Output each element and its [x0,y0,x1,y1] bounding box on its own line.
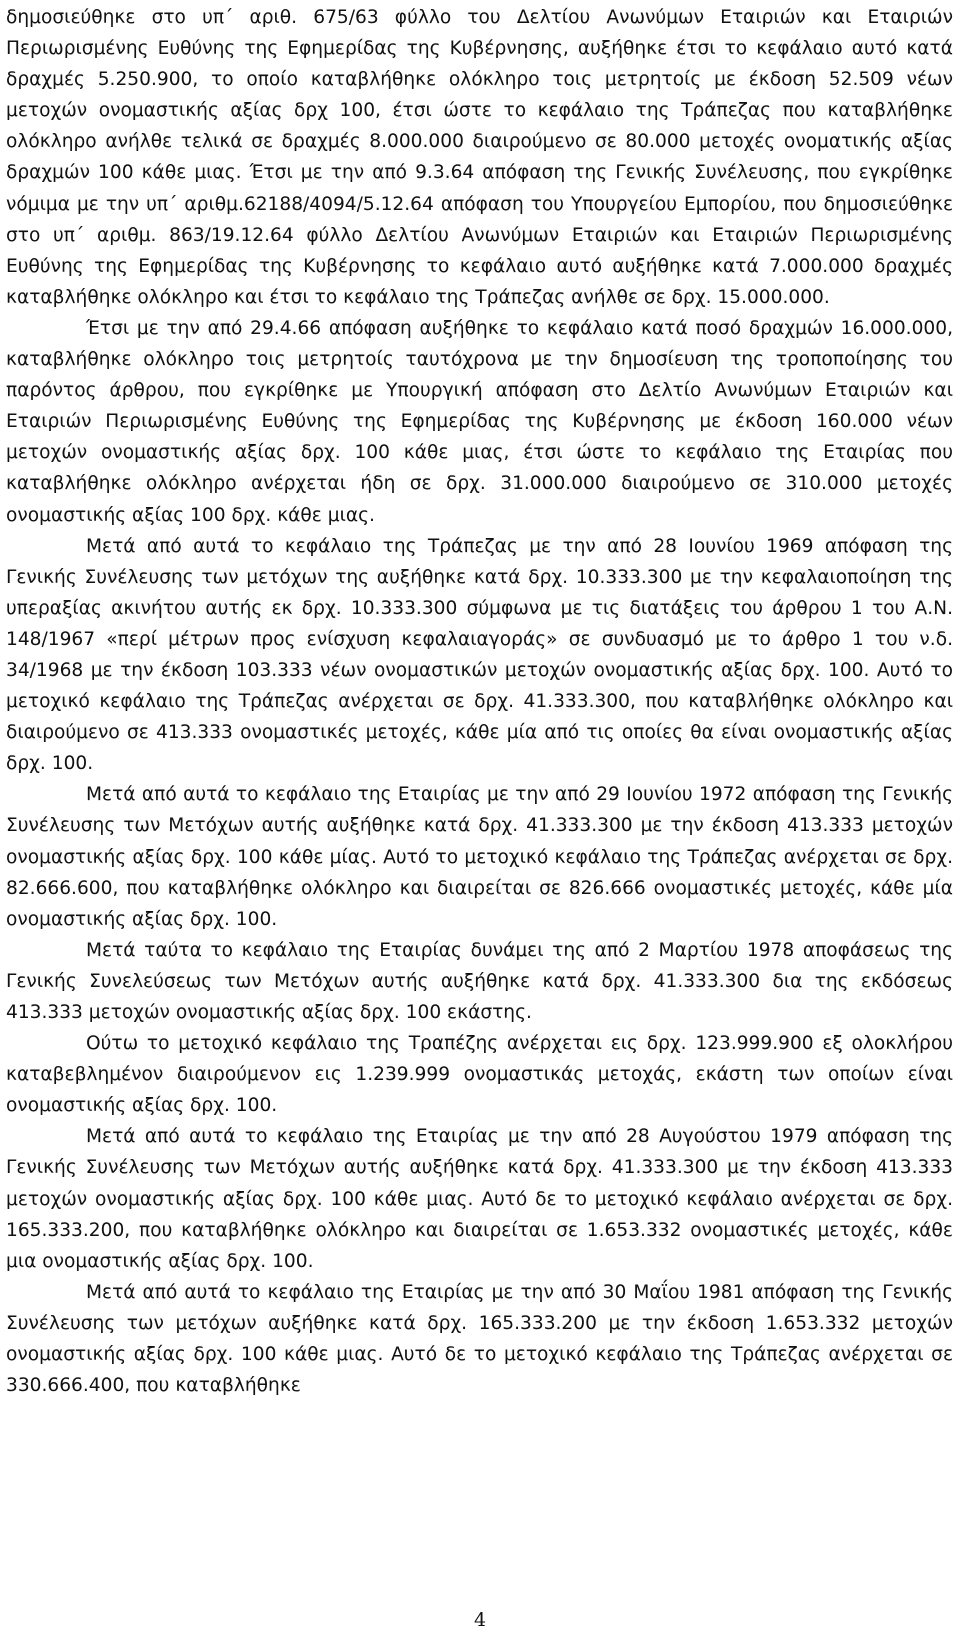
paragraph: Μετά από αυτά το κεφάλαιο της Εταιρίας με την από 29 Ιουνίου 1972 απόφαση της Γενικής Συνέλευσης των Μετόχων αυτής αυξήθηκε κατά δρχ. 41.333.300 με την έκδοση 413.333 μετοχών ονομαστικής αξίας δρχ. 100 κάθε μίας. Αυτό το μετοχικό κεφάλαιο της Τράπεζας ανέρχεται σε δρχ. 82.666.600, που καταβλήθηκε ολόκληρο και διαιρείται σε 826.666 ονομαστικές μετοχές, κάθε μία ονομαστικής αξίας δρχ. 100. [6,784,953,930]
paragraph: Έτσι με την από 29.4.66 απόφαση αυξήθηκε το κεφάλαιο κατά ποσό δραχμών 16.000.000, καταβλήθηκε ολόκληρο τοις μετρητοίς ταυτόχρονα με την δημοσίευση της τροποποίησης του παρόντος άρθρου, που εγκρίθηκε με Υπουργική απόφαση στο Δελτίο Ανωνύμων Εταιριών και Εταιριών Περιωρισμένης Ευθύνης της Εφημερίδας της Κυβέρνησης με έκδοση 160.000 νέων μετοχών ονομαστικής αξίας δρχ. 100 κάθε μιας, έτσι ώστε το κεφάλαιο της Εταιρίας που καταβλήθηκε ολόκληρο ανέρχεται ήδη σε δρχ. 31.000.000 διαιρούμενο σε 310.000 μετοχές ονομαστικής αξίας 100 δρχ. κάθε μιας. [6,317,953,526]
page-number: 4 [473,1609,487,1631]
paragraph: Μετά από αυτά το κεφάλαιο της Τράπεζας με την από 28 Ιουνίου 1969 απόφαση της Γενικής Συνέλευσης των μετόχων της αυξήθηκε κατά δρχ. 10.333.300 με την κεφαλαιοποίηση της υπεραξίας ακινήτου αυτής εκ δρχ. 10.333.300 σύμφωνα με τις διατάξεις του άρθρου 1 του Α.Ν. 148/1967 «περί μέτρων προς ενίσχυση κεφαλαιαγοράς» σε συνδυασμό με το άρθρο 1 του ν.δ. 34/1968 με την έκδοση 103.333 νέων ονομαστικών μετοχών ονομαστικής αξίας δρχ. 100. Αυτό το μετοχικό κεφάλαιο της Τράπεζας ανέρχεται σε δρχ. 41.333.300, που καταβλήθηκε ολόκληρο και διαιρούμενο σε 413.333 ονομαστικές μετοχές, κάθε μία από τις οποίες θα είναι ονομαστικής αξίας δρχ. 100. [6,535,953,775]
paragraph: Ούτω το μετοχικό κεφάλαιο της Τραπέζης ανέρχεται εις δρχ. 123.999.900 εξ ολοκλήρου καταβεβλημένον διαιρούμενον εις 1.239.999 ονομαστικάς μετοχάς, εκάστη των οποίων είναι ονομαστικής αξίας δρχ. 100. [6,1033,953,1117]
paragraph: Μετά ταύτα το κεφάλαιο της Εταιρίας δυνάμει της από 2 Μαρτίου 1978 αποφάσεως της Γενικής Συνελεύσεως των Μετόχων αυτής αυξήθηκε κατά δρχ. 41.333.300 δια της εκδόσεως 413.333 μετοχών ονομαστικής αξίας δρχ. 100 εκάστης. [6,939,953,1023]
paragraph: Μετά από αυτά το κεφάλαιο της Εταιρίας με την από 30 Μαΐου 1981 απόφαση της Γενικής Συνέλευσης των μετόχων αυξήθηκε κατά δρχ. 165.333.200 με την έκδοση 1.653.332 μετοχών ονομαστικής αξίας δρχ. 100 κάθε μιας. Αυτό δε το μετοχικό κεφάλαιο της Τράπεζας ανέρχεται σε 330.666.400, που καταβλήθηκε [6,1281,953,1397]
paragraph: Μετά από αυτά το κεφάλαιο της Εταιρίας με την από 28 Αυγούστου 1979 απόφαση της Γενικής Συνέλευσης των Μετόχων αυτής αυξήθηκε κατά δρχ. 41.333.300 με την έκδοση 413.333 μετοχών ονομαστικής αξίας δρχ. 100 κάθε μιας. Αυτό δε το μετοχικό κεφάλαιο ανέρχεται σε δρχ. 165.333.200, που καταβλήθηκε ολόκληρο και διαιρείται σε 1.653.332 ονομαστικές μετοχές, κάθε μια ονομαστικής αξίας δρχ. 100. [6,1126,953,1272]
paragraph: δημοσιεύθηκε στο υπ΄ αριθ. 675/63 φύλλο του Δελτίου Ανωνύμων Εταιριών και Εταιριών Περιωρισμένης Ευθύνης της Εφημερίδας της Κυβέρνησης, αυξήθηκε έτσι το κεφάλαιο αυτό κατά δραχμές 5.250.900, το οποίο καταβλήθηκε ολόκληρο τοις μετρητοίς με έκδοση 52.509 νέων μετοχών ονομαστικής αξίας δρχ 100, έτσι ώστε το κεφάλαιο της Τράπεζας που καταβλήθηκε ολόκληρο ανήλθε τελικά σε δραχμές 8.000.000 διαιρούμενο σε 80.000 μετοχές ονοματικής αξίας δραχμών 100 κάθε μιας. Έτσι με την από 9.3.64 απόφαση της Γενικής Συνέλευσης, που εγκρίθηκε νόμιμα με την υπ΄ αριθμ.62188/4094/5.12.64 απόφαση του Υπουργείου Εμπορίου, που δημοσιεύθηκε στο υπ΄ αριθμ. 863/19.12.64 φύλλο Δελτίου Ανωνύμων Εταιριών και Εταιριών Περιωρισμένης Ευθύνης της Εφημερίδας της Κυβέρνησης το κεφάλαιο αυτό αυξήθηκε κατά 7.000.000 δραχμές καταβλήθηκε ολόκληρο και έτσι το κεφάλαιο της Τράπεζας ανήλθε σε δρχ. 15.000.000. [6,7,953,308]
